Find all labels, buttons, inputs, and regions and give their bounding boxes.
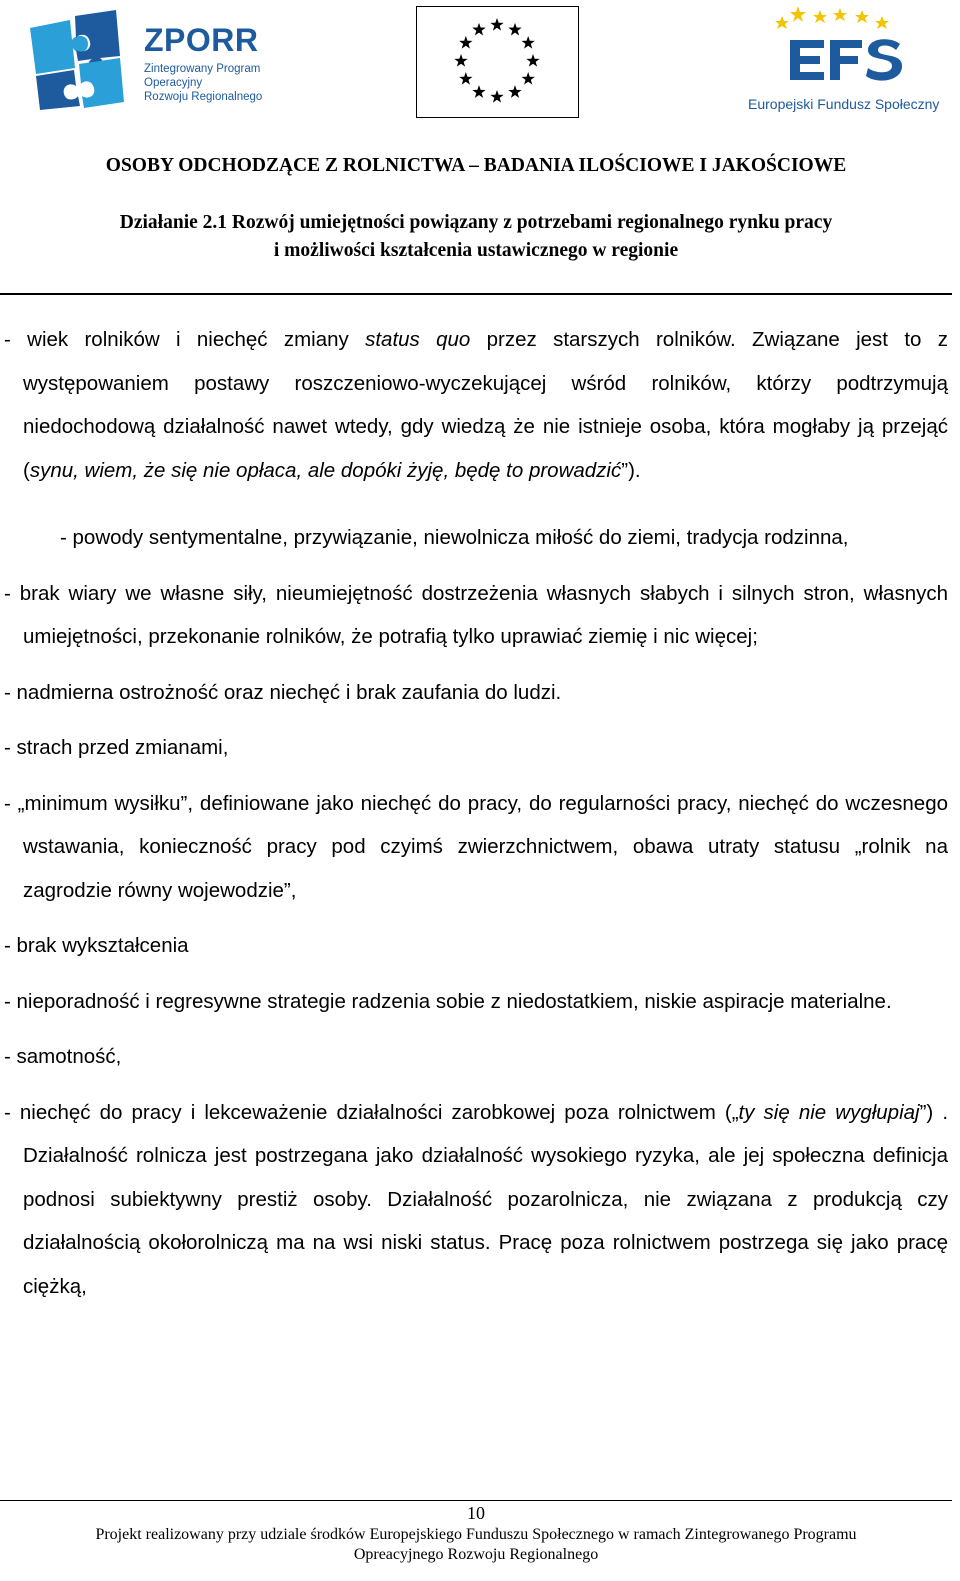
header-divider	[0, 293, 952, 295]
paragraph-age	[4, 318, 948, 492]
paragraph-caution: - nadmierna ostrożność oraz niechęć i brak zaufania do ludzi.	[4, 680, 562, 704]
header-logos	[0, 0, 960, 130]
star-icon	[454, 54, 467, 67]
spacer	[4, 560, 948, 572]
star-icon	[459, 72, 472, 85]
text-run-italic: synu, wiem, że się nie opłaca, ale dopóki żyję, będę to prowadzić	[29, 458, 622, 482]
text-run-italic: status quo	[365, 328, 471, 351]
star-icon	[490, 18, 503, 31]
zporr-subtitle	[144, 62, 274, 104]
text-run: - niechęć do pracy i lekceważenie działalności zarobkowej poza rolnictwem („	[4, 1100, 739, 1124]
paragraph-reluctance	[4, 1091, 948, 1309]
star-icon	[490, 90, 503, 103]
document-title: OSOBY ODCHODZĄCE Z ROLNICTWA – BADANIA ILOŚCIOWE I JAKOŚCIOWE	[105, 155, 847, 176]
text-run: przez starszych rolników. Związane jest to z występowaniem postawy roszczeniowo-wyczekującej wśród rolników, którzy podtrzymują niedochodową działalność nawet wtedy, gdy wiedzą że nie istnieje osoba, która mogłaby ją przejąć (	[23, 328, 948, 482]
star-icon	[522, 36, 535, 49]
star-icon	[459, 36, 472, 49]
text-run: ”).	[621, 458, 641, 482]
zporr-logo	[26, 10, 266, 110]
spacer	[4, 1023, 948, 1035]
spacer	[4, 912, 948, 924]
footer-line-2: Opreacyjnego Rozwoju Regionalnego	[353, 1546, 599, 1563]
text-run: - wiek rolników i niechęć zmiany	[4, 328, 366, 351]
subtitle-line-2: i możliwości kształcenia ustawicznego w regionie	[273, 240, 679, 261]
eu-flag-logo	[416, 6, 579, 118]
zporr-sub-line: Operacyjny	[144, 77, 203, 89]
zporr-sub-line: Rozwoju Regionalnego	[144, 91, 263, 103]
spacer	[4, 770, 948, 782]
star-icon	[526, 54, 539, 67]
paragraph-sentimental: - powody sentymentalne, przywiązanie, niewolnicza miłość do ziemi, tradycja rodzinna,	[60, 526, 849, 549]
spacer	[4, 968, 948, 980]
efs-logo	[740, 4, 940, 124]
text-run: ”) . Działalność rolnicza jest postrzegana jako działalność wysokiego ryzyka, ale jej społeczna definicja podnosi subiektywny prestiż osoby. Działalność pozarolnicza, nie związana z produkcją czy działalnością okołorolniczą ma na wsi niski status. Pracę poza rolnictwem postrzega się jako pracę ciężką,	[23, 1100, 949, 1298]
document-body	[4, 318, 948, 1308]
efs-subtitle: Europejski Fundusz Społeczny	[748, 96, 940, 112]
paragraph-loneliness: - samotność,	[4, 1045, 122, 1068]
zporr-sub-line: Zintegrowany Program	[144, 63, 261, 75]
text-run-italic: ty się nie wygłupiaj	[738, 1100, 920, 1124]
spacer	[4, 714, 948, 726]
paragraph-education: - brak wykształcenia	[4, 934, 189, 957]
star-icon	[472, 23, 485, 36]
eu-stars-icon	[417, 7, 577, 116]
star-icon	[472, 85, 485, 98]
star-icon	[508, 85, 521, 98]
paragraph-self-confidence: - brak wiary we własne siły, nieumiejętność dostrzeżenia własnych słabych i silnych stron, własnych umiejętności, przekonanie rolników, że potrafią tylko uprawiać ziemię i nic więcej;	[4, 581, 948, 648]
subtitle-line-1: Działanie 2.1 Rozwój umiejętności powiązany z potrzebami regionalnego rynku pracy	[119, 212, 833, 233]
spacer	[4, 504, 948, 516]
footer-line-1: Projekt realizowany przy udziale środków Europejskiego Funduszu Społecznego w ramach Zintegrowanego Programu	[95, 1526, 857, 1543]
spacer	[4, 1079, 948, 1091]
zporr-title: ZPORR	[144, 22, 259, 58]
spacer	[4, 659, 948, 671]
footer-divider	[0, 1500, 952, 1501]
footer-note	[0, 1525, 952, 1565]
star-icon	[508, 23, 521, 36]
page-number: 10	[467, 1503, 485, 1523]
paragraph-minimum-effort: - „minimum wysiłku”, definiowane jako niechęć do pracy, do regularności pracy, niechęć do wczesnego wstawania, konieczność pracy pod czyimś zwierzchnictwem, obawa utraty statusu „rolnik na zagrodzie równy wojewodzie”,	[4, 791, 948, 902]
document-subtitle	[0, 209, 952, 265]
paragraph-fear: - strach przed zmianami,	[4, 736, 229, 759]
puzzle-icon	[26, 10, 130, 110]
spacer	[4, 492, 948, 504]
star-icon	[522, 72, 535, 85]
paragraph-helplessness: - nieporadność i regresywne strategie radzenia sobie z niedostatkiem, niskie aspiracje materialne.	[4, 989, 892, 1013]
efs-mark-icon	[740, 4, 940, 96]
